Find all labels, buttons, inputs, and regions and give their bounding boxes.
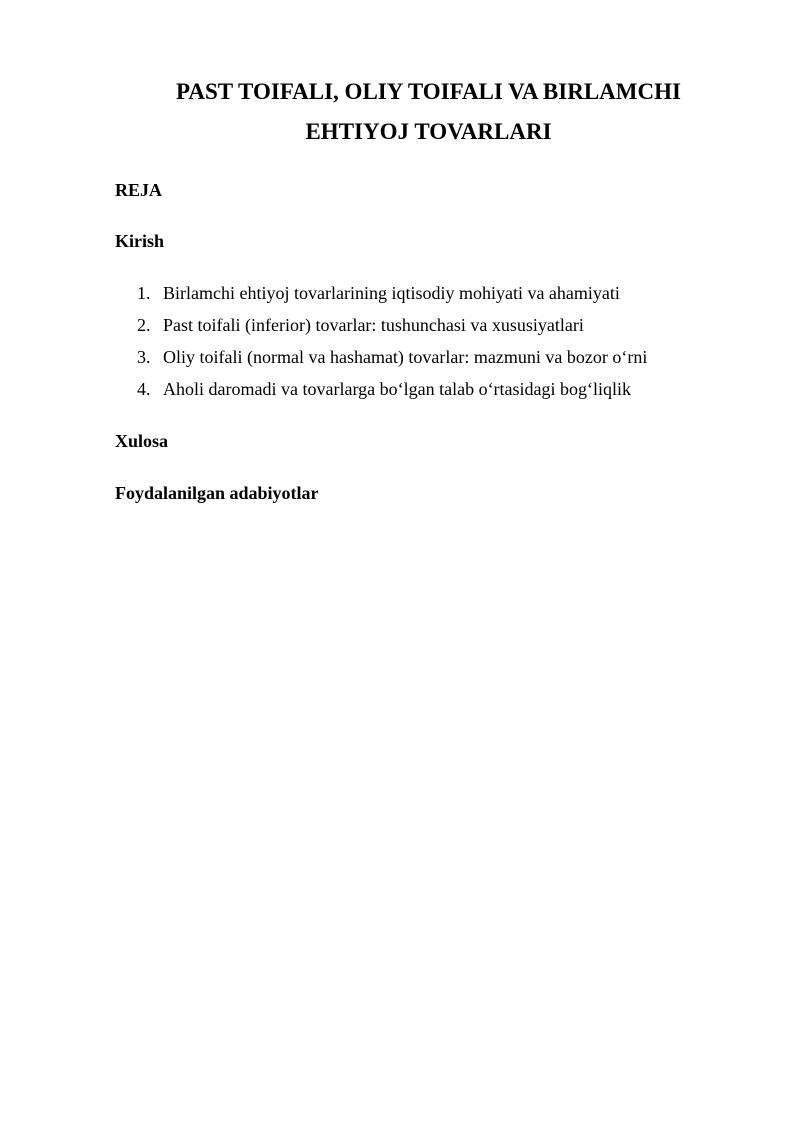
plan-heading: REJA xyxy=(115,180,163,200)
plan-item-text: Oliy toifali (normal va hashamat) tovarlar: mazmuni va bozor o‘rni xyxy=(163,347,648,367)
plan-item-text: Past toifali (inferior) tovarlar: tushunchasi va xususiyatlari xyxy=(163,315,584,335)
document-title-line-1: PAST TOIFALI, OLIY TOIFALI VA BIRLAMCHI xyxy=(176,79,681,104)
document-title-line-2: EHTIYOJ TOVARLARI xyxy=(305,119,552,144)
plan-item-text: Aholi daromadi va tovarlarga bo‘lgan talab o‘rtasidagi bog‘liqlik xyxy=(163,379,632,399)
intro-heading: Kirish xyxy=(115,231,165,251)
conclusion-heading: Xulosa xyxy=(115,431,169,451)
plan-item-text: Birlamchi ehtiyoj tovarlarining iqtisodiy mohiyati va ahamiyati xyxy=(163,283,620,303)
references-heading: Foydalanilgan adabiyotlar xyxy=(115,483,319,503)
plan-item-number: 2. xyxy=(137,315,151,335)
plan-item-number: 3. xyxy=(137,347,151,367)
plan-item-number: 4. xyxy=(137,379,151,399)
plan-item-number: 1. xyxy=(137,283,151,303)
